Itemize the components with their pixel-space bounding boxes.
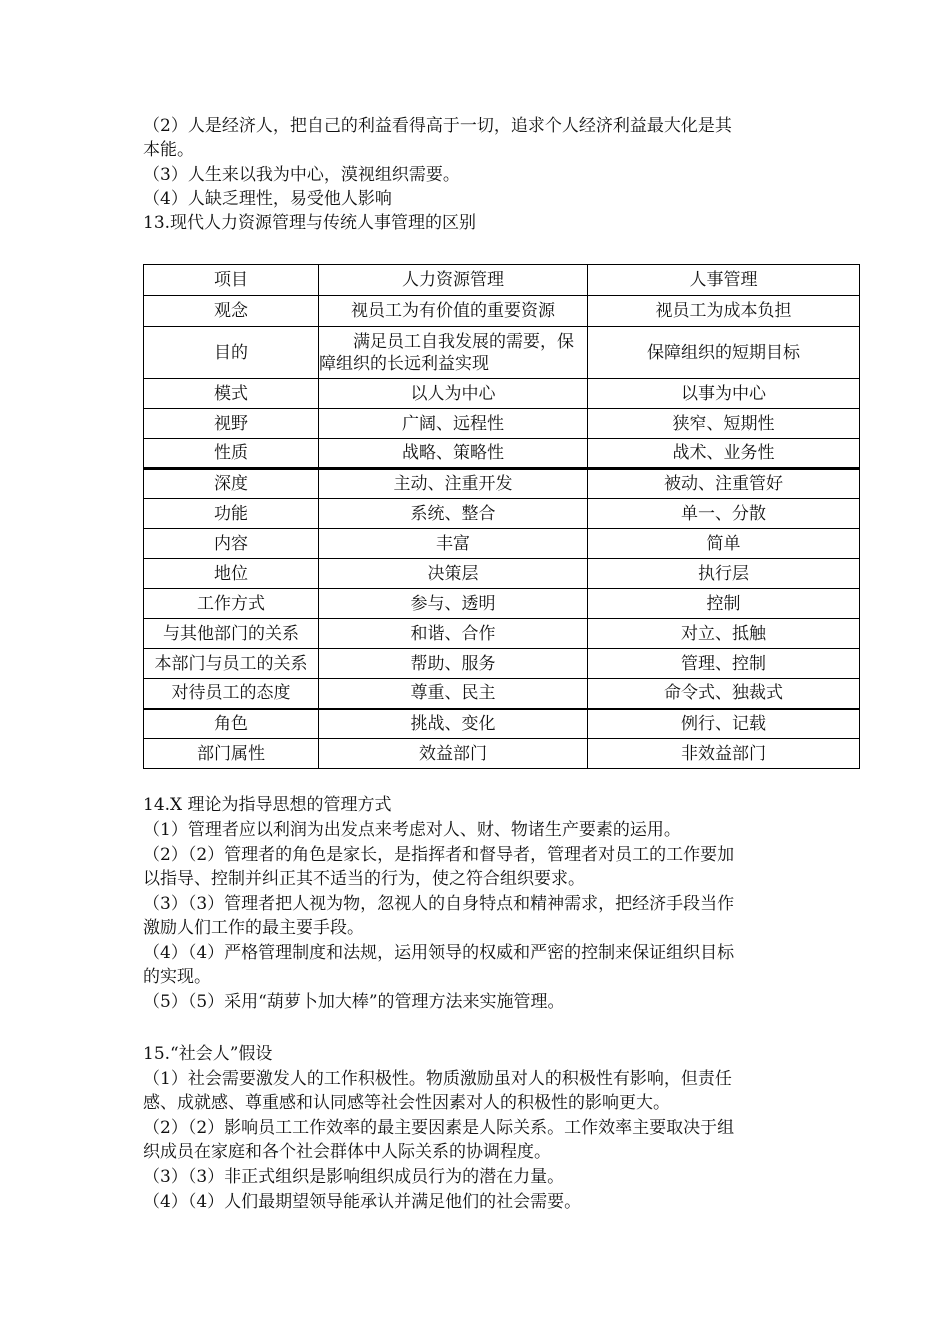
table-cell: 系统、整合 [319, 499, 588, 529]
table-cell: 尊重、民主 [319, 679, 588, 709]
text-line: 的实现。 [143, 967, 211, 987]
table-cell: 对待员工的态度 [144, 679, 319, 709]
table-header-cell: 人力资源管理 [319, 265, 588, 296]
table-cell: 以事为中心 [588, 379, 860, 409]
section-13-title [143, 211, 823, 235]
table-row [144, 709, 860, 739]
section-14-title [143, 793, 823, 817]
table-header-cell: 人事管理 [588, 265, 860, 296]
text-line: （1）社会需要激发人的工作积极性。物质激励虽对人的积极性有影响，但责任 [143, 1069, 732, 1089]
table-cell: 保障组织的短期目标 [588, 327, 860, 379]
paragraph-economic-man-3 [143, 163, 823, 187]
text-line: （3）人生来以我为中心，漠视组织需要。 [143, 165, 460, 185]
text-line: 织成员在家庭和各个社会群体中人际关系的协调程度。 [143, 1142, 551, 1162]
table-cell: 深度 [144, 469, 319, 499]
table-row [144, 619, 860, 649]
table-cell: 狭窄、短期性 [588, 409, 860, 439]
table-cell: 以人为中心 [319, 379, 588, 409]
table-row [144, 499, 860, 529]
table-cell: 帮助、服务 [319, 649, 588, 679]
table-row [144, 739, 860, 769]
table-cell: 参与、透明 [319, 589, 588, 619]
paragraph-economic-man-4 [143, 187, 823, 211]
section-15-title [143, 1042, 823, 1066]
table-row [144, 469, 860, 499]
section-14-item [143, 843, 823, 891]
section-14-item [143, 941, 823, 989]
table-row [144, 327, 860, 379]
table-cell: 例行、记载 [588, 709, 860, 739]
table-cell: 性质 [144, 439, 319, 469]
table-row [144, 379, 860, 409]
text-line: 以指导、控制并纠正其不适当的行为，使之符合组织要求。 [143, 869, 585, 889]
text-line: （4）人缺乏理性，易受他人影响 [143, 189, 392, 209]
table-cell: 决策层 [319, 559, 588, 589]
text-line: 14.X 理论为指导思想的管理方式 [143, 795, 392, 815]
table-cell: 战略、策略性 [319, 439, 588, 469]
table-cell: 挑战、变化 [319, 709, 588, 739]
text-line: （2）（2）管理者的角色是家长，是指挥者和督导者，管理者对员工的工作要加 [143, 845, 735, 865]
section-14-item [143, 818, 823, 842]
table-cell: 简单 [588, 529, 860, 559]
section-15-item [143, 1165, 823, 1189]
section-15-item [143, 1116, 823, 1164]
text-line: （3）（3）非正式组织是影响组织成员行为的潜在力量。 [143, 1167, 565, 1187]
table-cell: 效益部门 [319, 739, 588, 769]
text-line: 13.现代人力资源管理与传统人事管理的区别 [143, 213, 477, 233]
table-cell: 管理、控制 [588, 649, 860, 679]
table-cell: 非效益部门 [588, 739, 860, 769]
table-row [144, 649, 860, 679]
section-14-item [143, 892, 823, 940]
table-cell: 主动、注重开发 [319, 469, 588, 499]
text-line: （2）（2）影响员工工作效率的最主要因素是人际关系。工作效率主要取决于组 [143, 1118, 735, 1138]
table-row [144, 679, 860, 709]
text-line: 感、成就感、尊重感和认同感等社会性因素对人的积极性的影响更大。 [143, 1093, 670, 1113]
table-cell: 执行层 [588, 559, 860, 589]
table-cell: 控制 [588, 589, 860, 619]
table-cell: 被动、注重管好 [588, 469, 860, 499]
table-cell: 模式 [144, 379, 319, 409]
table-cell: 工作方式 [144, 589, 319, 619]
table-cell: 视野 [144, 409, 319, 439]
table-cell: 视员工为有价值的重要资源 [319, 296, 588, 327]
table-cell: 广阔、远程性 [319, 409, 588, 439]
table-cell: 战术、业务性 [588, 439, 860, 469]
table-cell: 与其他部门的关系 [144, 619, 319, 649]
table-row [144, 409, 860, 439]
paragraph-economic-man-2 [143, 114, 823, 162]
table-row [144, 296, 860, 327]
table-row [144, 529, 860, 559]
text-line: （4）（4）人们最期望领导能承认并满足他们的社会需要。 [143, 1192, 582, 1212]
text-line: 激励人们工作的最主要手段。 [143, 918, 364, 938]
table-cell: 和谐、合作 [319, 619, 588, 649]
section-15-item [143, 1067, 823, 1115]
text-line: （5）（5）采用“葫萝卜加大棒”的管理方法来实施管理。 [143, 992, 565, 1012]
table-cell: 丰富 [319, 529, 588, 559]
text-line: （4）（4）严格管理制度和法规，运用领导的权威和严密的控制来保证组织目标 [143, 943, 735, 963]
table-cell: 目的 [144, 327, 319, 379]
table-cell: 满足员工自我发展的需要，保障组织的长远利益实现 [319, 327, 588, 379]
table-row [144, 559, 860, 589]
table-cell: 单一、分散 [588, 499, 860, 529]
table-cell: 对立、抵触 [588, 619, 860, 649]
table-row [144, 439, 860, 469]
table-cell: 本部门与员工的关系 [144, 649, 319, 679]
table-cell: 角色 [144, 709, 319, 739]
table-cell: 功能 [144, 499, 319, 529]
text-line: 15.“社会人”假设 [143, 1044, 273, 1064]
table-cell: 观念 [144, 296, 319, 327]
table-cell: 部门属性 [144, 739, 319, 769]
section-15-item [143, 1190, 823, 1214]
table-cell: 内容 [144, 529, 319, 559]
table-header-row [144, 265, 860, 296]
table-header-cell: 项目 [144, 265, 319, 296]
section-14-item [143, 990, 823, 1014]
table-cell: 命令式、独裁式 [588, 679, 860, 709]
text-line: （2）人是经济人，把自己的利益看得高于一切，追求个人经济利益最大化是其 [143, 116, 732, 136]
text-line: 本能。 [143, 140, 194, 160]
table-cell: 地位 [144, 559, 319, 589]
text-line: （1）管理者应以利润为出发点来考虑对人、财、物诸生产要素的运用。 [143, 820, 681, 840]
table-cell: 视员工为成本负担 [588, 296, 860, 327]
comparison-table [143, 264, 860, 769]
text-line: （3）（3）管理者把人视为物，忽视人的自身特点和精神需求，把经济手段当作 [143, 894, 735, 914]
table-row [144, 589, 860, 619]
